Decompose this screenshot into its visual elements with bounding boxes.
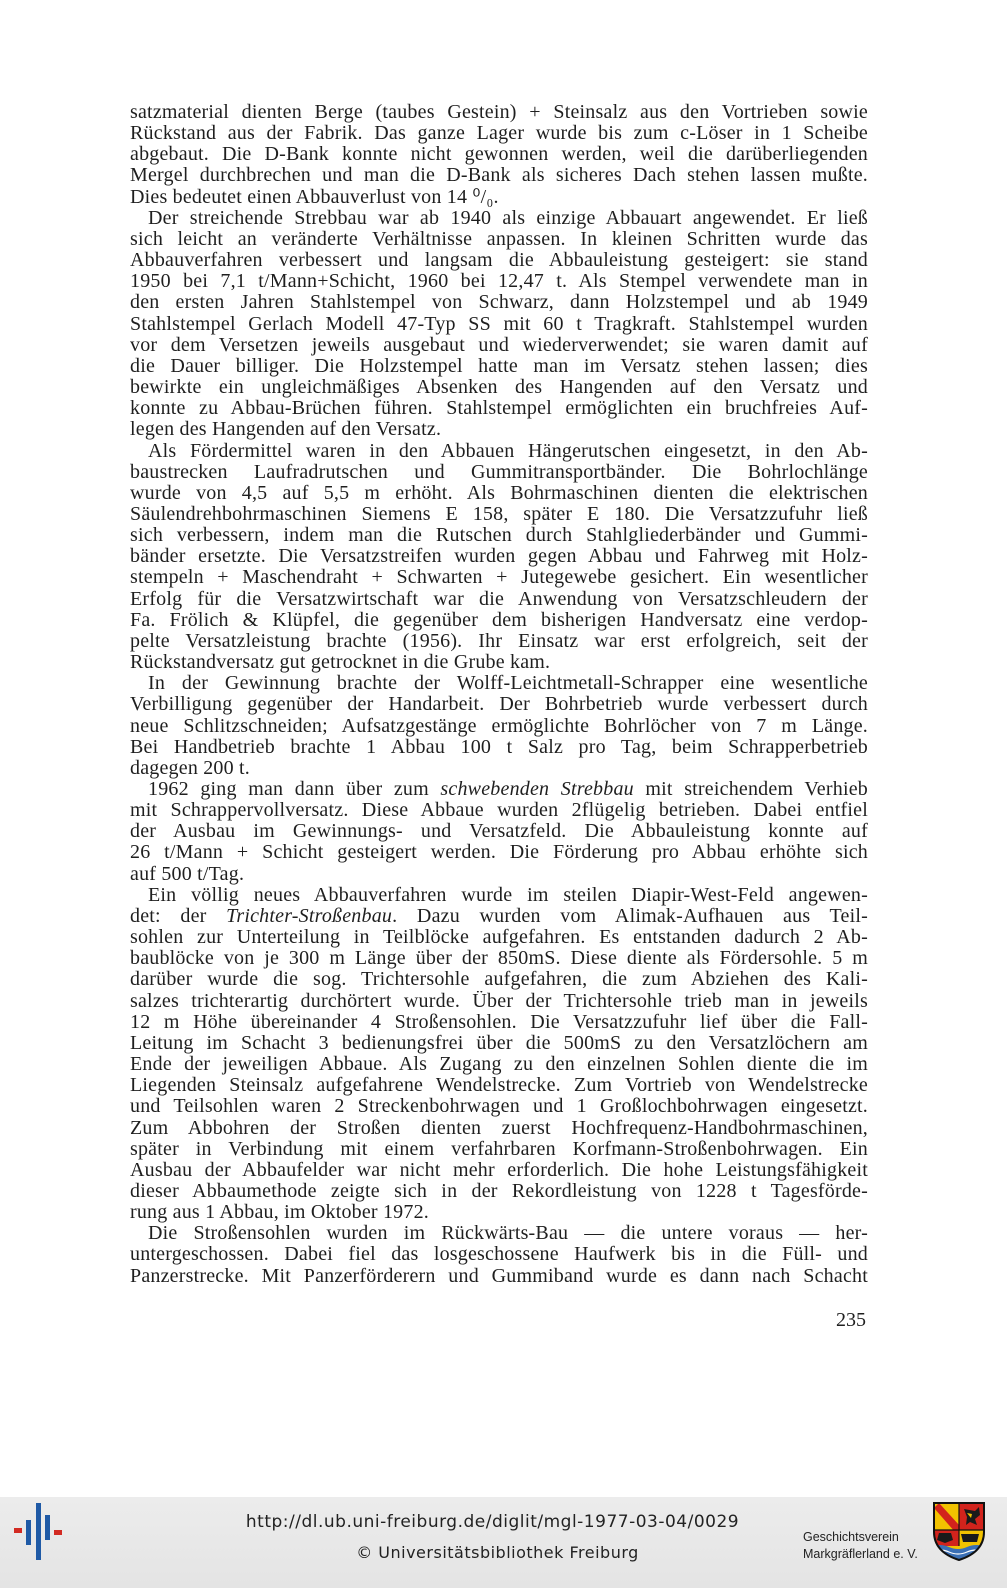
text-line: neue Schlitzschneiden; Aufsatzgestänge ermöglichte Bohrlöcher von 7 m Länge. bbox=[130, 715, 868, 737]
text-line: die Dauer billiger. Die Holzstempel hatte man im Versatz stehen lassen; dies bbox=[130, 355, 868, 377]
text-line: der Ausbau im Gewinnungs- und Versatzfeld. Die Abbauleistung konnte auf bbox=[130, 821, 868, 843]
text-line: Die Stroßensohlen wurden im Rückwärts-Bau — die untere voraus — her- bbox=[148, 1223, 868, 1245]
text-line: Leitung im Schacht 3 bedienungsfrei über die 500mS zu den Versatzlöchern am bbox=[130, 1032, 868, 1054]
text-line: Zum Abbohren der Stroßen dienten zuerst Hochfrequenz-Handbohrmaschinen, bbox=[130, 1117, 868, 1139]
text-line: Der streichende Strebbau war ab 1940 als einzige Abbauart angewendet. Er ließ bbox=[148, 207, 868, 229]
text-line: rung aus 1 Abbau, im Oktober 1972. bbox=[130, 1202, 429, 1224]
text-line: dieser Abbaumethode zeigte sich in der Rekordleistung von 1228 t Tagesförde- bbox=[130, 1180, 868, 1202]
text-line: Rückstand aus der Fabrik. Das ganze Lager wurde bis zum c-Löser in 1 Scheibe bbox=[130, 123, 868, 145]
text-line: 1950 bei 7,1 t/Mann+Schicht, 1960 bei 12,47 t. Als Stempel verwendete man in bbox=[130, 271, 868, 293]
text-line: untergeschossen. Dabei fiel das losgeschossene Haufwerk bis in die Füll- und bbox=[130, 1244, 868, 1266]
coat-of-arms-icon bbox=[931, 1500, 987, 1562]
text-line: satzmaterial dienten Berge (taubes Gestein) + Steinsalz aus den Vortrieben sowie bbox=[130, 102, 868, 123]
text-line: später in Verbindung mit einem verfahrbaren Korfmann-Stroßenbohrwagen. Ein bbox=[130, 1138, 868, 1160]
text-line: Rückstandversatz gut getrocknet in die Grube kam. bbox=[130, 652, 551, 674]
text-line: sohlen zur Unterteilung in Teilblöcke aufgefahren. Es entstanden dadurch 2 Ab- bbox=[130, 927, 868, 949]
paragraph bbox=[130, 102, 868, 208]
text-line: vor dem Versetzen jeweils ausgebaut und wiederverwendet; sie waren damit auf bbox=[130, 334, 868, 356]
footer-bar bbox=[0, 1497, 1007, 1588]
text-line: sich verbessern, indem man die Rutschen durch Stahlgliederbänder und Gummi- bbox=[130, 525, 868, 547]
text-line: Liegenden Steinsalz aufgefahrene Wendelstrecke. Zum Vortrieb von Wendelstrecke bbox=[130, 1075, 868, 1097]
italic-term: schwebenden Strebbau bbox=[440, 779, 634, 800]
italic-term: Trichter-Stroßenbau bbox=[226, 905, 393, 927]
text-line: In der Gewinnung brachte der Wolff-Leichtmetall-Schrapper eine wesentliche bbox=[148, 673, 868, 695]
copyright-notice: © Universitätsbibliothek Freiburg bbox=[356, 1543, 639, 1562]
text-line: det: der Trichter-Stroßenbau. Dazu wurden vom Alimak-Aufhauen aus Teil- bbox=[130, 905, 868, 927]
text-line: Erfolg für die Versatzwirtschaft war die Anwendung von Versatzschleudern der bbox=[130, 588, 868, 610]
text-line: darüber wurde die sog. Trichtersohle aufgefahren, die zum Abziehen des Kali- bbox=[130, 969, 868, 991]
text-line: legen des Hangenden auf den Versatz. bbox=[130, 419, 442, 441]
text-line: 26 t/Mann + Schicht gesteigert werden. Die Förderung pro Abbau erhöhte sich bbox=[130, 842, 868, 864]
text-line: Mergel durchbrechen und man die D-Bank als sicheres Dach stehen lassen mußte. bbox=[130, 165, 868, 187]
text-line: Ausbau der Abbaufelder war nicht mehr erforderlich. Die hohe Leistungsfähigkeit bbox=[130, 1159, 868, 1181]
text-line: 1962 ging man dann über zum schwebenden Strebbau mit streichendem Verhieb bbox=[148, 779, 868, 800]
text-line: salzes trichterartig durchörtert wurde. Über der Trichtersohle trieb man in jeweils bbox=[130, 990, 868, 1012]
paragraph bbox=[130, 673, 868, 779]
paragraph bbox=[130, 441, 868, 674]
text-line: und Teilsohlen waren 2 Streckenbohrwagen und 1 Großlochbohrwagen eingesetzt. bbox=[130, 1096, 868, 1118]
text-line: Stahlstempel Gerlach Modell 47-Typ SS mit 60 t Tragkraft. Stahlstempel wurden bbox=[130, 313, 868, 335]
document-url-link[interactable]: http://dl.ub.uni-freiburg.de/diglit/mgl-1977-03-04/0029 bbox=[245, 1512, 740, 1532]
text-line: bewirkte ein ungleichmäßiges Absenken des Hangenden auf den Versatz und bbox=[130, 377, 868, 399]
text-line: abgebaut. Die D-Bank konnte nicht gewonnen werden, weil die darüberliegenden bbox=[130, 144, 868, 166]
text-line: baublöcke von je 300 m Länge über der 850mS. Diese diente als Fördersohle. 5 m bbox=[130, 948, 868, 970]
text-line: Ende der jeweiligen Abbaue. Als Zugang zu den einzelnen Sohlen diente die im bbox=[130, 1054, 868, 1076]
text-line: Verbilligung gegenüber der Handarbeit. Der Bohrbetrieb wurde verbessert durch bbox=[130, 694, 868, 716]
society-name bbox=[803, 1529, 918, 1563]
society-name-line2: Markgräflerland e. V. bbox=[803, 1547, 918, 1561]
text-line: wurde von 4,5 auf 5,5 m erhöht. Als Bohrmaschinen dienten die elektrischen bbox=[130, 482, 868, 504]
text-line: pelte Versatzleistung brachte (1956). Ihr Einsatz war erst erfolgreich, seit der bbox=[130, 630, 868, 652]
text-line: Fa. Frölich & Klüpfel, die gegenüber dem bisherigen Handversatz eine verdop- bbox=[130, 609, 868, 631]
page-text bbox=[130, 102, 868, 1287]
text-line: 12 m Höhe übereinander 4 Stroßensohlen. Die Versatzzufuhr lief über die Fall- bbox=[130, 1011, 868, 1033]
text-line: auf 500 t/Tag. bbox=[130, 863, 245, 885]
text-line: stempeln + Maschendraht + Schwarten + Jutegewebe gesichert. Ein wesentlicher bbox=[130, 567, 868, 589]
text-line: Säulendrehbohrmaschinen Siemens E 158, später E 180. Die Versatzzufuhr ließ bbox=[130, 503, 868, 525]
text-line: konnte zu Abbau-Brüchen führen. Stahlstempel ermöglichten ein bruchfreies Auf- bbox=[130, 398, 868, 420]
paragraph bbox=[130, 208, 868, 441]
text-line: Ein völlig neues Abbauverfahren wurde im steilen Diapir-West-Feld angewen- bbox=[148, 884, 868, 906]
text-line: Abbauverfahren verbessert und langsam die Abbauleistung gesteigert: sie stand bbox=[130, 250, 868, 272]
text-line: den ersten Jahren Stahlstempel von Schwarz, dann Holzstempel und ab 1949 bbox=[130, 292, 868, 314]
text-line: Bei Handbetrieb brachte 1 Abbau 100 t Salz pro Tag, beim Schrapperbetrieb bbox=[130, 736, 868, 758]
text-line: sich leicht an veränderte Verhältnisse anpassen. In kleinen Schritten wurde das bbox=[130, 228, 868, 250]
text-line: Als Fördermittel waren in den Abbauen Hängerutschen eingesetzt, in den Ab- bbox=[148, 440, 868, 462]
text-line: Panzerstrecke. Mit Panzerförderern und Gummiband wurde es dann nach Schacht bbox=[130, 1265, 868, 1287]
paragraph bbox=[130, 1223, 868, 1286]
paragraph bbox=[130, 885, 868, 1224]
society-name-line1: Geschichtsverein bbox=[803, 1530, 899, 1544]
paragraph bbox=[130, 779, 868, 885]
text-line: dagegen 200 t. bbox=[130, 757, 250, 779]
text-line: bänder ersetzte. Die Versatzstreifen wurden gegen Abbau und Fahrweg mit Holz- bbox=[130, 546, 868, 568]
text-line: mit Schrappervollversatz. Diese Abbaue wurden 2flügelig betrieben. Dabei entfiel bbox=[130, 800, 868, 822]
page-number: 235 bbox=[836, 1309, 866, 1331]
text-line: Dies bedeutet einen Abbauverlust von 14 ⁰/₀. bbox=[130, 186, 499, 208]
text-line: baustrecken Laufradrutschen und Gummitransportbänder. Die Bohrlochlänge bbox=[130, 461, 868, 483]
